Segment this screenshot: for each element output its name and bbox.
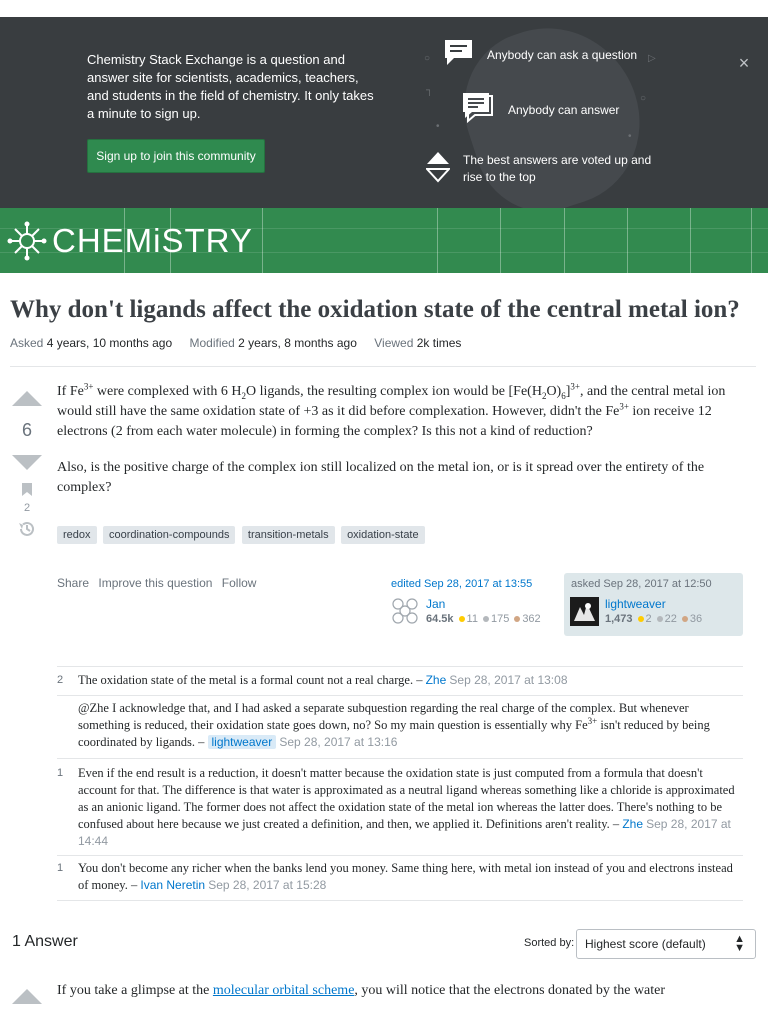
comment-divider xyxy=(57,900,743,901)
sort-value: Highest score (default) xyxy=(585,937,706,951)
hero-dot: • xyxy=(628,131,632,142)
hero-dot: ○ xyxy=(640,93,647,104)
avatar[interactable] xyxy=(391,597,420,626)
answer-body: If you take a glimpse at the molecular orbital scheme, you will notice that the electrons donated by the water xyxy=(57,983,666,998)
avatar[interactable] xyxy=(570,597,599,626)
comment-user[interactable]: Zhe xyxy=(425,673,447,687)
question-meta xyxy=(10,336,475,350)
hero-dot: • xyxy=(436,121,440,132)
comment-date[interactable]: Sep 28, 2017 at 15:28 xyxy=(208,878,327,892)
signup-button[interactable]: Sign up to join this community xyxy=(87,139,265,173)
site-header xyxy=(0,208,768,273)
bookmark-icon[interactable] xyxy=(21,482,33,497)
top-strip xyxy=(0,0,768,17)
share-link[interactable]: Share xyxy=(57,576,90,590)
vote-arrows-icon xyxy=(426,150,450,184)
tag-list xyxy=(57,525,427,544)
hero-dot: ▷ xyxy=(648,53,656,64)
comment-score: 2 xyxy=(57,674,64,686)
hero-description: Chemistry Stack Exchange is a question and answer site for scientists, academics, teachers, and students in the field of chemistry. It only takes a minute to sign up. xyxy=(87,52,374,121)
question-title[interactable]: Why don't ligands affect the oxidation state of the central metal ion? xyxy=(10,296,740,323)
comment-body: @Zhe I acknowledge that, and I had asked a separate subquestion regarding the real charge of the complex. But whenever something is reduced, their oxidation state goes down, no? So my main question is essentially why $Fe^{3+}$ isn't reduced by being coordinated by ligands. – lightweaver Sep 28, 2017 at 13:16 xyxy=(78,701,710,749)
question-vote-cell xyxy=(10,391,44,543)
modified-label: Modified xyxy=(189,336,235,350)
history-icon[interactable] xyxy=(18,520,36,538)
asked-value: 4 years, 10 months ago xyxy=(46,336,173,350)
answer-vote-cell xyxy=(10,989,44,1004)
question-body xyxy=(57,382,747,514)
site-name[interactable]: CHEMiSTRY xyxy=(52,222,253,259)
tag[interactable]: transition-metals xyxy=(242,526,335,544)
tag[interactable]: oxidation-state xyxy=(341,526,425,544)
site-logo-icon[interactable] xyxy=(7,221,47,261)
tag[interactable]: redox xyxy=(57,526,97,544)
hero-dot: ○ xyxy=(424,53,431,64)
question-score: 6 xyxy=(21,420,32,440)
sort-label: Sorted by: xyxy=(524,937,575,949)
upvote-icon[interactable] xyxy=(12,391,42,406)
comment-user[interactable]: lightweaver xyxy=(208,735,277,749)
speech-bubble-icon xyxy=(444,39,474,67)
editor-rep: 64.5k 11 175 362 xyxy=(426,613,541,625)
sort-select[interactable] xyxy=(576,929,756,959)
comment xyxy=(57,672,743,692)
edited-time[interactable]: edited Sep 28, 2017 at 13:55 xyxy=(391,578,533,590)
tag[interactable]: coordination-compounds xyxy=(103,526,235,544)
comment-score: 1 xyxy=(57,862,64,874)
comment-divider xyxy=(57,758,743,759)
owner-rep: 1,473 2 22 36 xyxy=(605,613,703,625)
chevron-updown-icon: ▲ ▼ xyxy=(734,933,745,954)
owner-name[interactable]: lightweaver xyxy=(605,597,666,611)
modified-value[interactable]: 2 years, 8 months ago xyxy=(238,336,357,350)
comment xyxy=(57,860,743,896)
divider xyxy=(10,366,756,367)
post-menu xyxy=(57,576,262,590)
editor-name[interactable]: Jan xyxy=(426,597,446,611)
improve-link[interactable]: Improve this question xyxy=(98,576,213,590)
asked-time[interactable]: asked Sep 28, 2017 at 12:50 xyxy=(571,578,712,590)
signup-hero-banner xyxy=(0,17,768,208)
feature-ask: Anybody can ask a question xyxy=(487,48,638,62)
follow-link[interactable]: Follow xyxy=(221,576,257,590)
downvote-icon[interactable] xyxy=(12,455,42,470)
owner-signature xyxy=(564,573,743,636)
comment-user[interactable]: Zhe xyxy=(622,817,643,831)
comment-body: Even if the end result is a reduction, it doesn't matter because the oxidation state is just computed from a formula that doesn't account for that. The difference is that water is approximated as a neutral ligand whereas something like a chloride is approximated as an anionic ligand. The former does not affect the oxidation state of the metal ion whereas the latter does. There's nothing to be confused about here because we just created a definition, and then, we applied it. Definitions aren't reality. – Zhe Sep 28, 2017 at 14:44 xyxy=(78,766,735,848)
upvote-icon[interactable] xyxy=(12,989,42,1004)
comment-divider xyxy=(57,695,743,696)
editor-signature xyxy=(391,578,559,634)
comment-divider xyxy=(57,666,743,667)
comment-score: 1 xyxy=(57,767,64,779)
comment-date[interactable]: Sep 28, 2017 at 14:44 xyxy=(78,817,731,848)
comment-body: You don't become any richer when the banks lend you money. Same thing here, with metal ion instead of you and electrons instead of money. – Ivan Neretin Sep 28, 2017 at 15:28 xyxy=(78,861,733,892)
close-icon[interactable]: × xyxy=(738,53,750,73)
comment xyxy=(57,765,743,851)
viewed-label: Viewed xyxy=(374,336,414,350)
comment-date[interactable]: Sep 28, 2017 at 13:08 xyxy=(449,673,568,687)
asked-label: Asked xyxy=(10,336,44,350)
viewed-value: 2k times xyxy=(416,336,462,350)
comment-user[interactable]: Ivan Neretin xyxy=(140,878,206,892)
comment xyxy=(57,700,743,754)
comment-body: The oxidation state of the metal is a formal count not a real charge. – Zhe Sep 28, 2017 at 13:08 xyxy=(78,673,568,687)
question-paragraph-2: Also, is the positive charge of the complex ion still localized on the metal ion, or is it spread over the entirety of the complex? xyxy=(57,460,705,495)
comment-divider xyxy=(57,855,743,856)
feature-vote: The best answers are voted up and rise to the top xyxy=(463,153,652,184)
bookmark-count: 2 xyxy=(23,502,31,514)
answer-bubble-icon xyxy=(462,92,494,124)
question-paragraph-1: If $Fe^{3+}$ were complexed with 6 $H_2O$ ligands, the resulting complex ion would be $[Fe(H_2O)_6]^{3+}$, and the central metal ion would still have the same oxidation state of +3 as it did before complexation. However, didn't the $Fe^{3+}$ ion receive 12 electrons (2 from each water molecule) in forming the complex? Is this not a kind of reduction? xyxy=(57,381,726,439)
hero-dot: ┐ xyxy=(426,85,434,96)
comment-date[interactable]: Sep 28, 2017 at 13:16 xyxy=(279,735,398,749)
feature-answer: Anybody can answer xyxy=(508,103,620,117)
answers-count: 1 Answer xyxy=(12,933,78,950)
mo-scheme-link[interactable]: molecular orbital scheme xyxy=(212,983,355,998)
